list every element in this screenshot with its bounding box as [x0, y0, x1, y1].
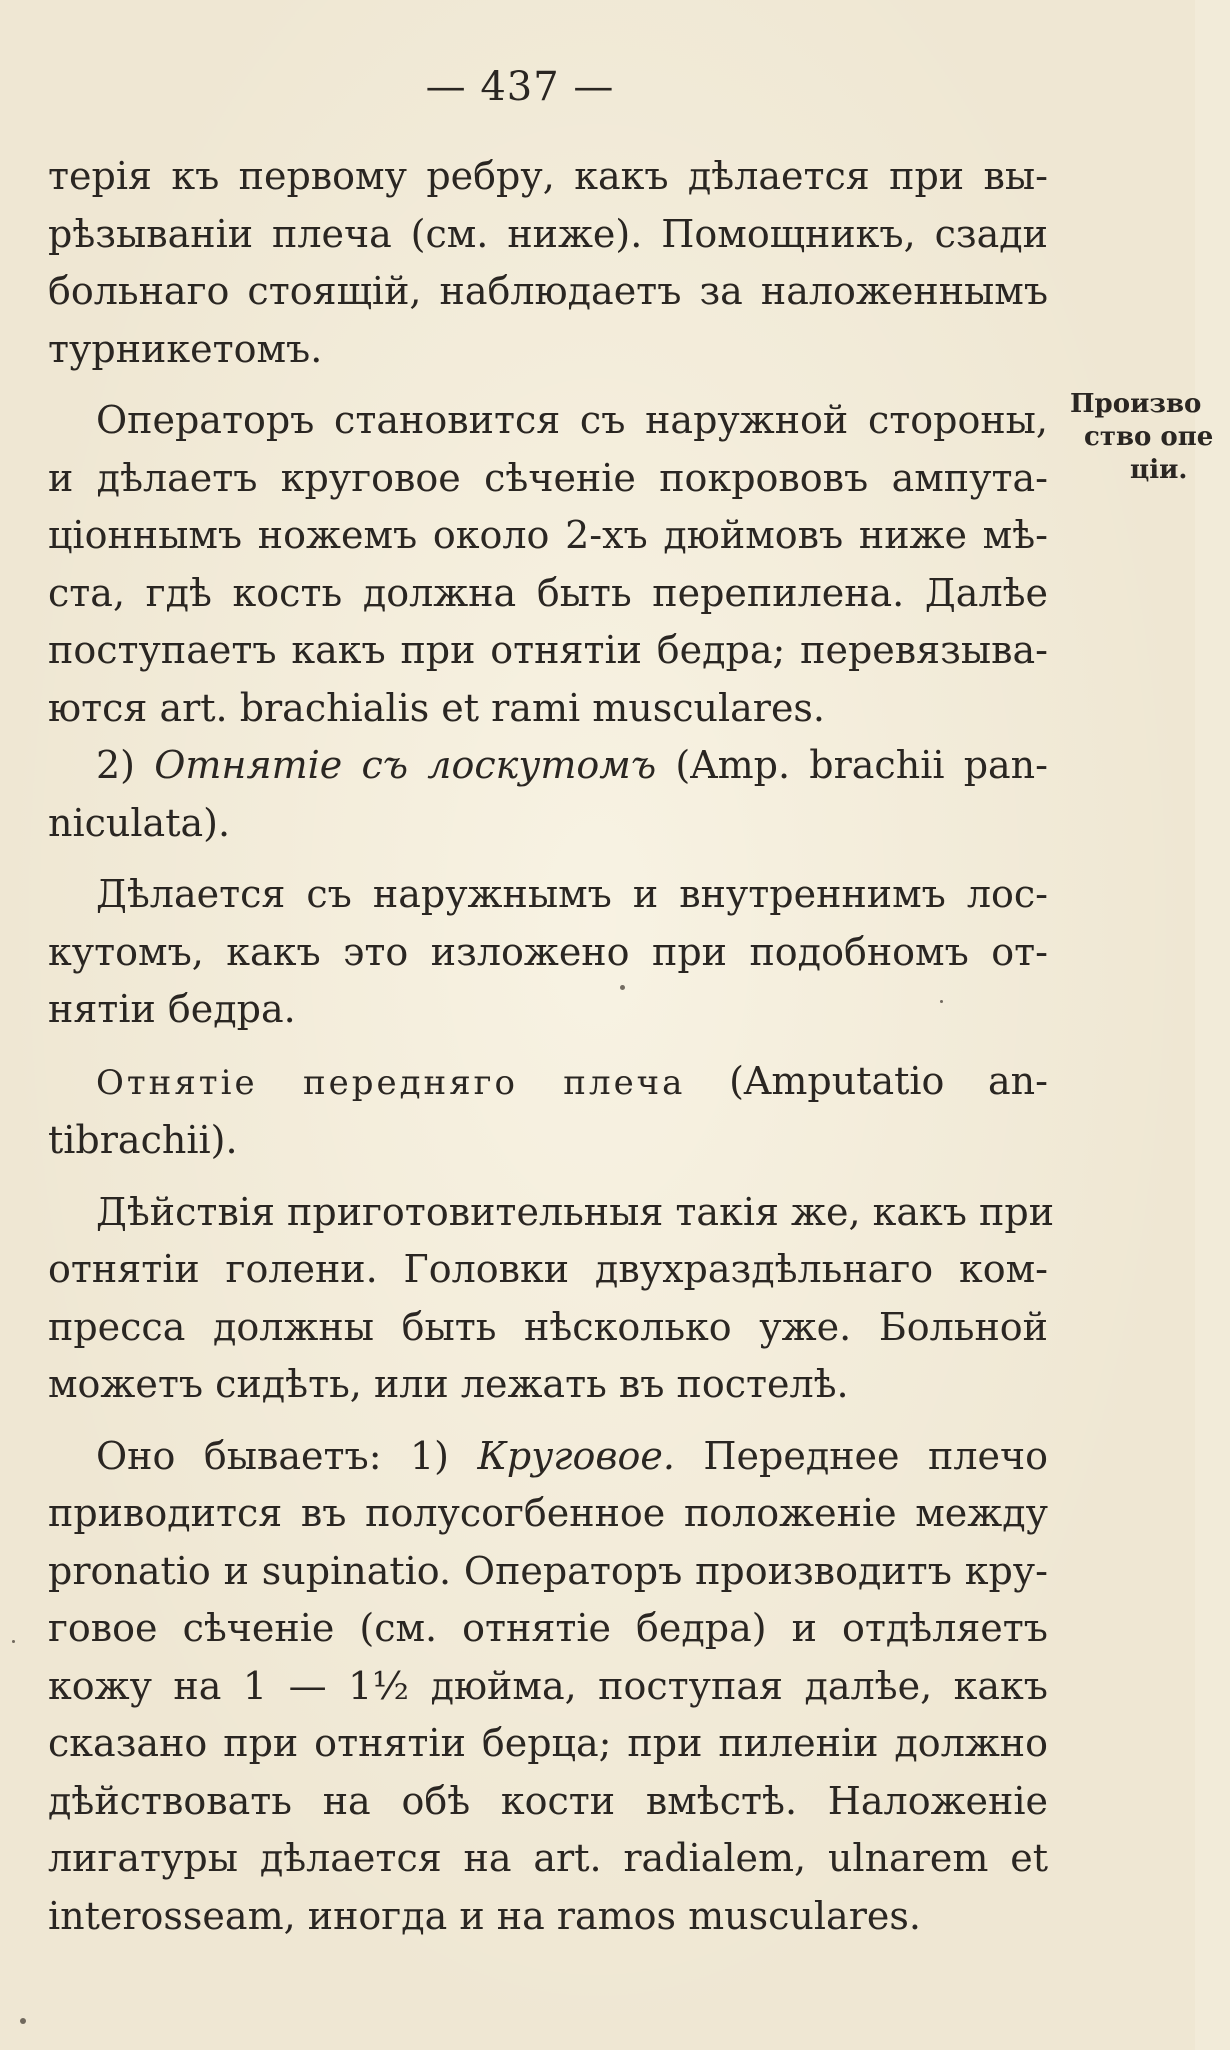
lead-text: Оно бываетъ: 1) [96, 1433, 449, 1478]
text-line: кожу на 1 — 1½ дюйма, поступая далѣе, какъ [48, 1663, 1048, 1708]
text-line: больнаго стоящій, наблюдаетъ за наложеннымъ [48, 269, 1048, 313]
text-line [48, 1428, 1048, 1486]
body-text [48, 148, 1055, 1945]
text-line [48, 1053, 1048, 1113]
text-line: нятіи бедра. [48, 987, 296, 1031]
section-heading: Отнятіе передняго плеча [96, 1062, 686, 1103]
text-line: рѣзываніи плеча (см. ниже). Помощникъ, сзади [48, 211, 1048, 256]
text-line: Операторъ становится съ наружной стороны, [96, 398, 1048, 442]
text-line: приводится въ полусогбенное положеніе между [48, 1491, 1048, 1535]
text-line: сказано при отнятіи берца; при пиленіи должно [48, 1721, 1048, 1765]
text-fragment: Переднее плечо [703, 1433, 1048, 1478]
text-line: ются art. brachialis et rami musculares. [48, 685, 826, 730]
paragraph-7 [48, 1428, 1048, 1946]
paper-speck [620, 985, 625, 990]
text-line: niculata). [48, 800, 231, 845]
text-line: терія къ первому ребру, какъ дѣлается при вы- [48, 154, 1048, 198]
text-line: interosseam, иногда и на ramos musculares. [48, 1893, 921, 1938]
text-line: ціоннымъ ножемъ около 2-хъ дюймовъ ниже мѣ- [48, 513, 1048, 557]
paper-speck [940, 1000, 943, 1003]
text-line: pronatio и supinatio. Операторъ производитъ кру- [48, 1548, 1048, 1593]
text-line: пресса должны быть нѣсколько уже. Больной [48, 1304, 1048, 1349]
text-line [48, 737, 1048, 795]
paper-speck [12, 1640, 15, 1643]
text-line: Дѣйствія приготовительныя такія же, какъ при [96, 1189, 1055, 1234]
text-line: поступаетъ какъ при отнятіи бедра; перевязыва- [48, 628, 1048, 672]
text-line: и дѣлаетъ круговое сѣченіе покрововъ ампута- [48, 455, 1048, 500]
text-line: tibrachii). [48, 1118, 238, 1162]
text-line: турникетомъ. [48, 326, 323, 371]
text-line: можетъ сидѣть, или лежать въ постелѣ. [48, 1362, 849, 1406]
latin-term: (Amp. brachii pan- [675, 743, 1048, 787]
text-line: дѣйствовать на обѣ кости вмѣстѣ. Наложеніе [48, 1778, 1048, 1823]
paragraph-2 [48, 392, 1048, 737]
paragraph-3 [48, 737, 1048, 852]
text-line: кутомъ, какъ это изложено при подобномъ от- [48, 929, 1048, 974]
paragraph-6 [48, 1184, 1055, 1414]
margin-note-line: ціи. [1130, 455, 1188, 485]
text-line: Дѣлается съ наружнымъ и внутреннимъ лос- [96, 872, 1048, 916]
text-line: говое сѣченіе (см. отнятіе бедра) и отдѣляетъ [48, 1606, 1048, 1650]
latin-term: (Amputatio an- [729, 1058, 1048, 1103]
page-number: — 437 — [425, 64, 615, 110]
paragraph-1 [48, 148, 1048, 378]
margin-note-line: ство опе [1084, 422, 1214, 452]
margin-note-line: Произво [1070, 389, 1202, 419]
paper-speck [20, 2018, 26, 2024]
text-line: лигатуры дѣлается на art. radialem, ulnarem et [48, 1836, 1048, 1880]
section-title: Круговое. [477, 1433, 675, 1478]
margin-note [1070, 388, 1230, 487]
section-title: Отнятіе съ лоскутомъ [154, 743, 657, 787]
paragraph-4 [48, 866, 1048, 1039]
text-line: отнятіи голени. Головки двухраздѣльнаго ком- [48, 1247, 1048, 1291]
paragraph-5 [48, 1053, 1048, 1170]
item-number: 2) [96, 743, 136, 787]
text-line: ста, гдѣ кость должна быть перепилена. Далѣе [48, 570, 1048, 615]
